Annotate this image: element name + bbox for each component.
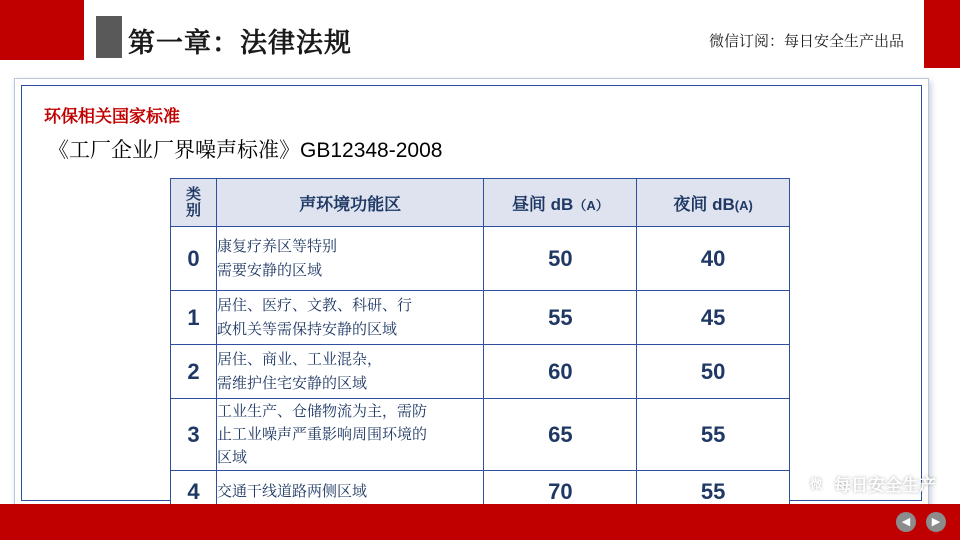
watermark xyxy=(805,471,936,496)
nighttime-header-sub: (A) xyxy=(734,198,753,213)
cell-category: 1 xyxy=(171,291,217,345)
cell-nighttime-limit: 50 xyxy=(637,345,790,399)
slide-navigation xyxy=(896,512,946,532)
content-panel-inner xyxy=(21,85,922,504)
cell-zone-description: 工业生产、仓储物流为主，需防 止工业噪声严重影响周围环境的 区域 xyxy=(216,399,484,471)
table-row xyxy=(171,345,790,399)
header-right-red-bar xyxy=(924,0,960,68)
table-row xyxy=(171,227,790,291)
cell-zone-description: 康复疗养区等特别 需要安静的区域 xyxy=(216,227,484,291)
cell-nighttime-limit: 55 xyxy=(637,399,790,471)
cell-daytime-limit: 70 xyxy=(484,471,637,513)
cell-nighttime-limit: 55 xyxy=(637,471,790,513)
cell-nighttime-limit: 40 xyxy=(637,227,790,291)
cell-nighttime-limit: 45 xyxy=(637,291,790,345)
content-panel xyxy=(14,78,929,508)
cell-category: 3 xyxy=(171,399,217,471)
category-header-line1: 类 xyxy=(185,185,201,203)
cell-daytime-limit: 60 xyxy=(484,345,637,399)
cell-daytime-limit: 65 xyxy=(484,399,637,471)
column-header-nighttime xyxy=(637,179,790,227)
column-header-daytime xyxy=(484,179,637,227)
cell-category: 0 xyxy=(171,227,217,291)
table-body xyxy=(171,227,790,513)
next-slide-icon[interactable]: ▶ xyxy=(926,512,946,532)
table-row xyxy=(171,399,790,471)
chapter-marker xyxy=(96,16,122,58)
cell-zone-description: 交通干线道路两侧区域 xyxy=(216,471,484,513)
cell-daytime-limit: 50 xyxy=(484,227,637,291)
cell-zone-description: 居住、医疗、文教、科研、行 政机关等需保持安静的区域 xyxy=(216,291,484,345)
cell-zone-description: 居住、商业、工业混杂， 需维护住宅安静的区域 xyxy=(216,345,484,399)
noise-limits-table xyxy=(170,178,790,513)
nighttime-header-main: 夜间 dB xyxy=(673,195,735,214)
category-header-line2: 别 xyxy=(185,201,201,219)
cell-category: 2 xyxy=(171,345,217,399)
standard-name: 《工厂企业厂界噪声标准》GB12348-2008 xyxy=(48,139,443,162)
watermark-text: 每日安全生产 xyxy=(834,476,936,495)
footer-red-bar xyxy=(0,504,960,540)
chapter-title: 第一章：法律法规 xyxy=(128,28,352,58)
header-left-red-bar xyxy=(0,0,84,60)
cell-daytime-limit: 55 xyxy=(484,291,637,345)
wechat-logo-icon: 微 xyxy=(805,473,827,495)
column-header-zone: 声环境功能区 xyxy=(216,179,484,227)
section-title: 环保相关国家标准 xyxy=(44,107,180,126)
cell-category: 4 xyxy=(171,471,217,513)
table-row xyxy=(171,291,790,345)
column-header-category xyxy=(171,179,217,227)
daytime-header-sub: （A） xyxy=(573,198,609,213)
wechat-subscription-note: 微信订阅：每日安全生产出品 xyxy=(708,33,904,50)
prev-slide-icon[interactable]: ◀ xyxy=(896,512,916,532)
table-header-row xyxy=(171,179,790,227)
daytime-header-main: 昼间 dB xyxy=(511,195,574,214)
